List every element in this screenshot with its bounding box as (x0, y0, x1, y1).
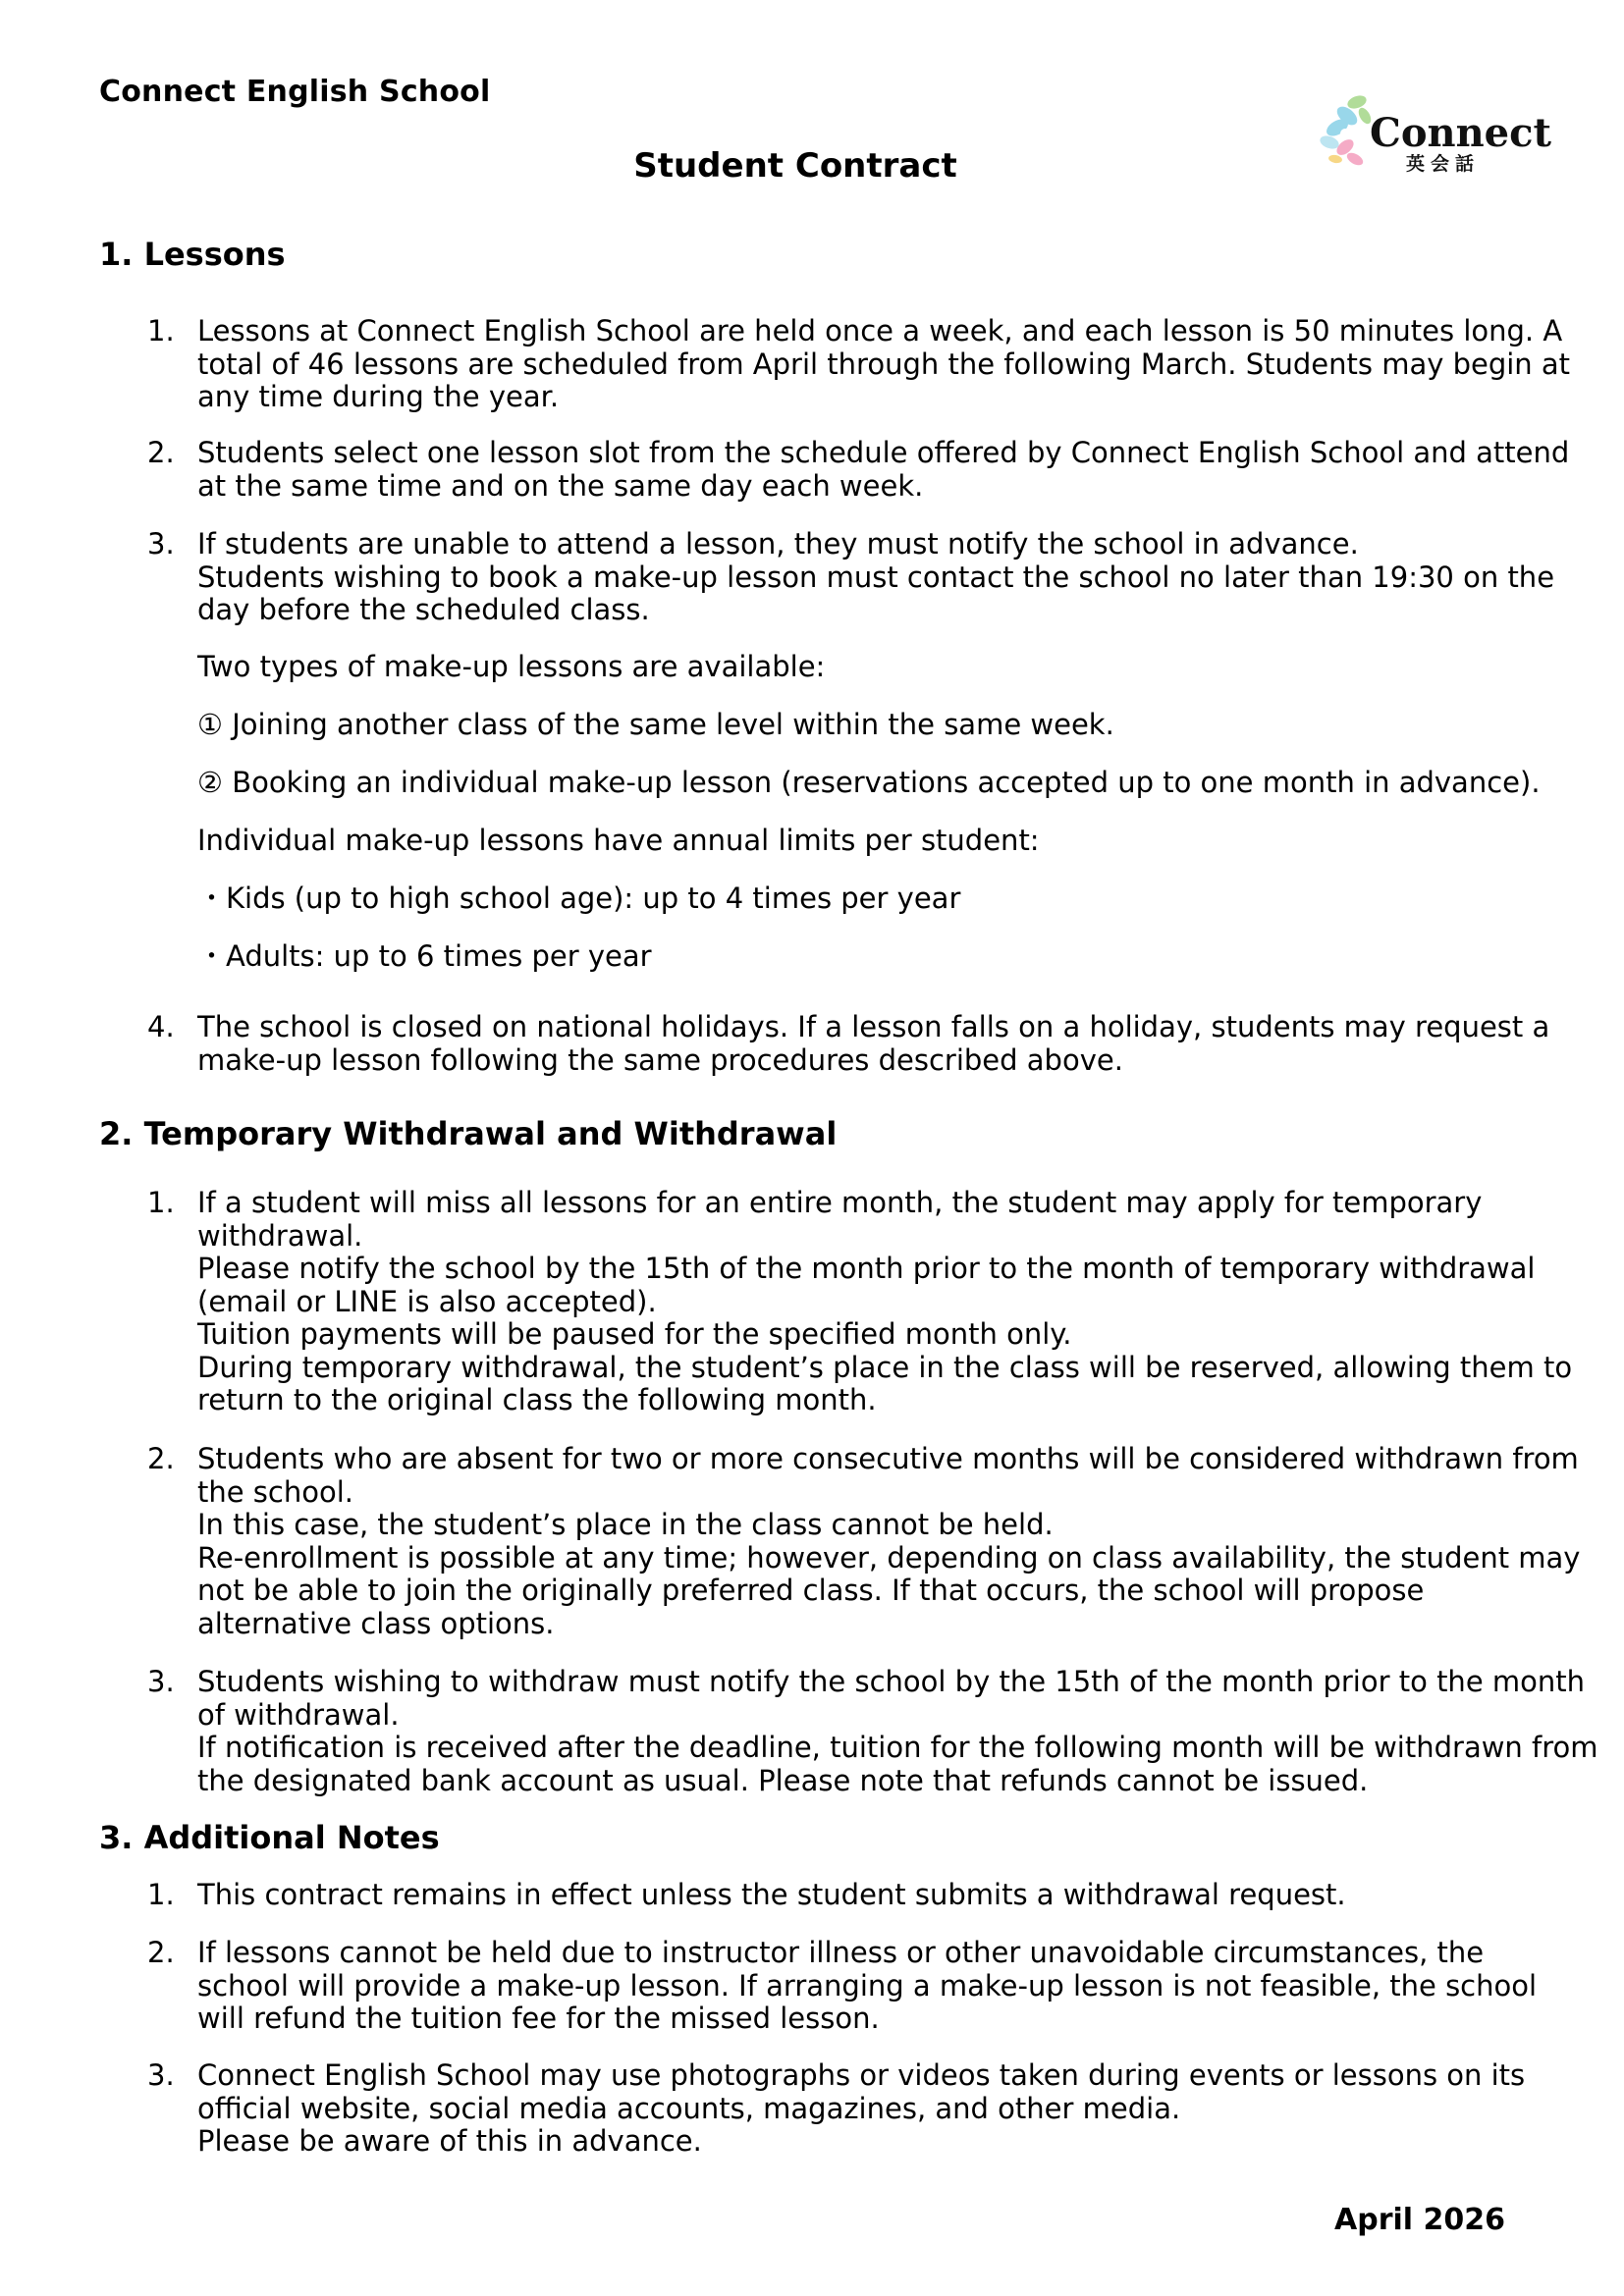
item-line: Students select one lesson slot from the schedule offered by Connect English School and attend (197, 436, 1570, 469)
item-line: Please notify the school by the 15th of the month prior to the month of temporary withdrawal (197, 1252, 1536, 1285)
item-line: return to the original class the following month. (197, 1383, 877, 1416)
item-number: 3. (147, 2058, 175, 2092)
item-line: If lessons cannot be held due to instructor illness or other unavoidable circumstances, the (197, 1936, 1485, 1969)
item-line: If students are unable to attend a lesson, they must notify the school in advance. (197, 527, 1359, 561)
item-line: This contract remains in effect unless the student submits a withdrawal request. (197, 1878, 1346, 1911)
contract-date: April 2026 (1334, 2203, 1505, 2237)
item-line: alternative class options. (197, 1606, 555, 1640)
item-line: of withdrawal. (197, 1697, 400, 1732)
withdrawal-item-3 (147, 1665, 1598, 1797)
makeup-limit-kids: ・Kids (up to high school age): up to 4 times per year (197, 881, 961, 915)
section-heading-lessons: 1. Lessons (99, 236, 286, 273)
lessons-item-1 (147, 314, 1571, 414)
item-line: Please be aware of this in advance. (197, 2124, 702, 2158)
item-number: 1. (147, 1878, 175, 1911)
lessons-item-2 (147, 436, 1570, 503)
item-line: If notification is received after the deadline, tuition for the following month will be withdrawn from (197, 1731, 1598, 1764)
school-name: Connect English School (99, 75, 491, 109)
item-line: withdrawal. (197, 1218, 363, 1253)
item-line: Students who are absent for two or more consecutive months will be considered withdrawn from (197, 1442, 1579, 1475)
item-line: make-up lesson following the same procedures described above. (197, 1042, 1123, 1077)
item-line: During temporary withdrawal, the student’s place in the class will be reserved, allowing them to (197, 1350, 1573, 1384)
item-line: at the same time and on the same day each week. (197, 468, 924, 503)
item-line: day before the scheduled class. (197, 593, 650, 626)
withdrawal-item-1 (147, 1186, 1573, 1417)
item-number: 2. (147, 1442, 175, 1475)
item-number: 2. (147, 436, 175, 469)
item-line: total of 46 lessons are scheduled from April through the following March. Students may begin at (197, 347, 1571, 381)
item-line: any time during the year. (197, 380, 560, 413)
item-number: 2. (147, 1936, 175, 1969)
item-line: In this case, the student’s place in the class cannot be held. (197, 1508, 1054, 1541)
logo-subtitle: 英会話 (1406, 153, 1481, 175)
notes-item-2 (147, 1937, 1542, 2036)
item-line: school will provide a make-up lesson. If arranging a make-up lesson is not feasible, the school (197, 1968, 1538, 2002)
item-line: Students wishing to withdraw must notify the school by the 15th of the month prior to the month (197, 1665, 1585, 1698)
notes-item-1 (147, 1879, 1542, 1912)
item-line: will refund the tuition fee for the missed lesson. (197, 2002, 880, 2035)
page-title: Student Contract (633, 146, 957, 186)
item-number: 1. (147, 314, 175, 347)
withdrawal-item-2 (147, 1442, 1581, 1640)
item-line: the school. (197, 1474, 354, 1509)
notes-item-3 (147, 2059, 1542, 2159)
item-line: If a student will miss all lessons for an entire month, the student may apply for temporary (197, 1186, 1483, 1219)
makeup-limits-intro: Individual make-up lessons have annual limits per student: (197, 824, 1040, 857)
item-number: 3. (147, 527, 175, 561)
item-number: 4. (147, 1010, 175, 1043)
item-line: Re-enrollment is possible at any time; however, depending on class availability, the student may (197, 1540, 1581, 1575)
item-line: The school is closed on national holidays. If a lesson falls on a holiday, students may request a (197, 1010, 1550, 1043)
item-number: 1. (147, 1186, 175, 1219)
lessons-item-4 (147, 1010, 1550, 1077)
lessons-item-3 (147, 527, 1555, 627)
section-heading-withdrawal: 2. Temporary Withdrawal and Withdrawal (99, 1115, 838, 1152)
item-line: (email or LINE is also accepted). (197, 1284, 657, 1318)
section-heading-notes: 3. Additional Notes (99, 1819, 440, 1856)
item-line: official website, social media accounts, magazines, and other media. (197, 2091, 1181, 2125)
logo-wordmark: Connect (1370, 110, 1551, 156)
item-line: the designated bank account as usual. Please note that refunds cannot be issued. (197, 1763, 1369, 1797)
item-line: Tuition payments will be paused for the specified month only. (197, 1317, 1072, 1351)
item-line: Lessons at Connect English School are held once a week, and each lesson is 50 minutes long. A (197, 314, 1563, 347)
item-line: not be able to join the originally preferred class. If that occurs, the school will propose (197, 1574, 1425, 1607)
makeup-type-2: ② Booking an individual make-up lesson (reservations accepted up to one month in advance). (197, 766, 1541, 799)
makeup-type-1: ① Joining another class of the same level within the same week. (197, 708, 1114, 741)
item-line: Connect English School may use photographs or videos taken during events or lessons on its (197, 2058, 1526, 2092)
makeup-types-intro: Two types of make-up lessons are available: (197, 650, 826, 683)
item-number: 3. (147, 1665, 175, 1698)
item-line: Students wishing to book a make-up lesson must contact the school no later than 19:30 on the (197, 560, 1555, 594)
makeup-limit-adults: ・Adults: up to 6 times per year (197, 939, 652, 973)
